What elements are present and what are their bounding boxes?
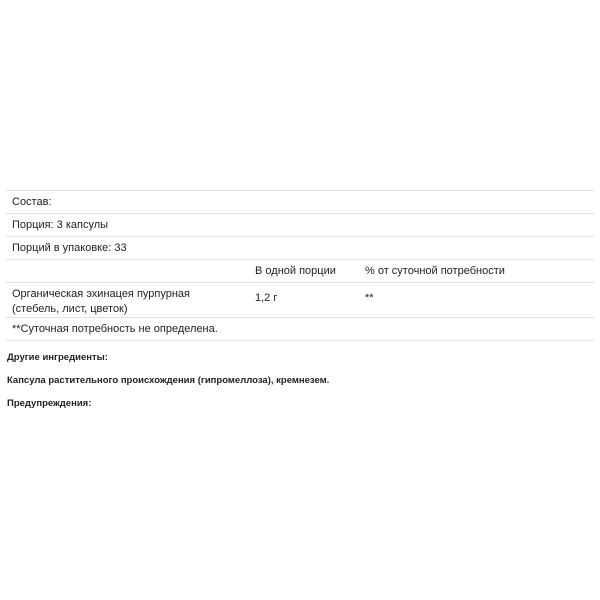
table-row <box>6 318 594 341</box>
servings-per-container: Порций в упаковке: 33 <box>6 237 594 260</box>
ingredient-name <box>6 283 249 318</box>
other-ingredients-text: Капсула растительного происхождения (гипромеллоза), кремнезем. <box>7 375 330 386</box>
header-daily-value: % от суточной потребности <box>359 260 594 283</box>
table-row <box>6 214 594 237</box>
header-amount: В одной порции <box>249 260 359 283</box>
footnote: **Суточная потребность не определена. <box>6 318 594 341</box>
supplement-facts-table <box>6 190 594 341</box>
table-row <box>6 283 594 318</box>
ingredient-daily-value: ** <box>359 283 594 318</box>
notes-section <box>7 351 593 420</box>
table-row <box>6 237 594 260</box>
warnings-heading: Предупреждения: <box>7 398 92 409</box>
ingredient-name-line1: Органическая эхинацея пурпурная <box>12 288 190 300</box>
header-empty-cell <box>6 260 249 283</box>
ingredient-amount: 1,2 г <box>249 283 359 318</box>
other-ingredients-heading: Другие ингредиенты: <box>7 352 108 363</box>
table-row <box>6 191 594 214</box>
serving-size: Порция: 3 капсулы <box>6 214 594 237</box>
facts-title: Состав: <box>6 191 594 214</box>
ingredient-name-line2: (стебель, лист, цветок) <box>12 303 128 315</box>
table-header-row <box>6 260 594 283</box>
